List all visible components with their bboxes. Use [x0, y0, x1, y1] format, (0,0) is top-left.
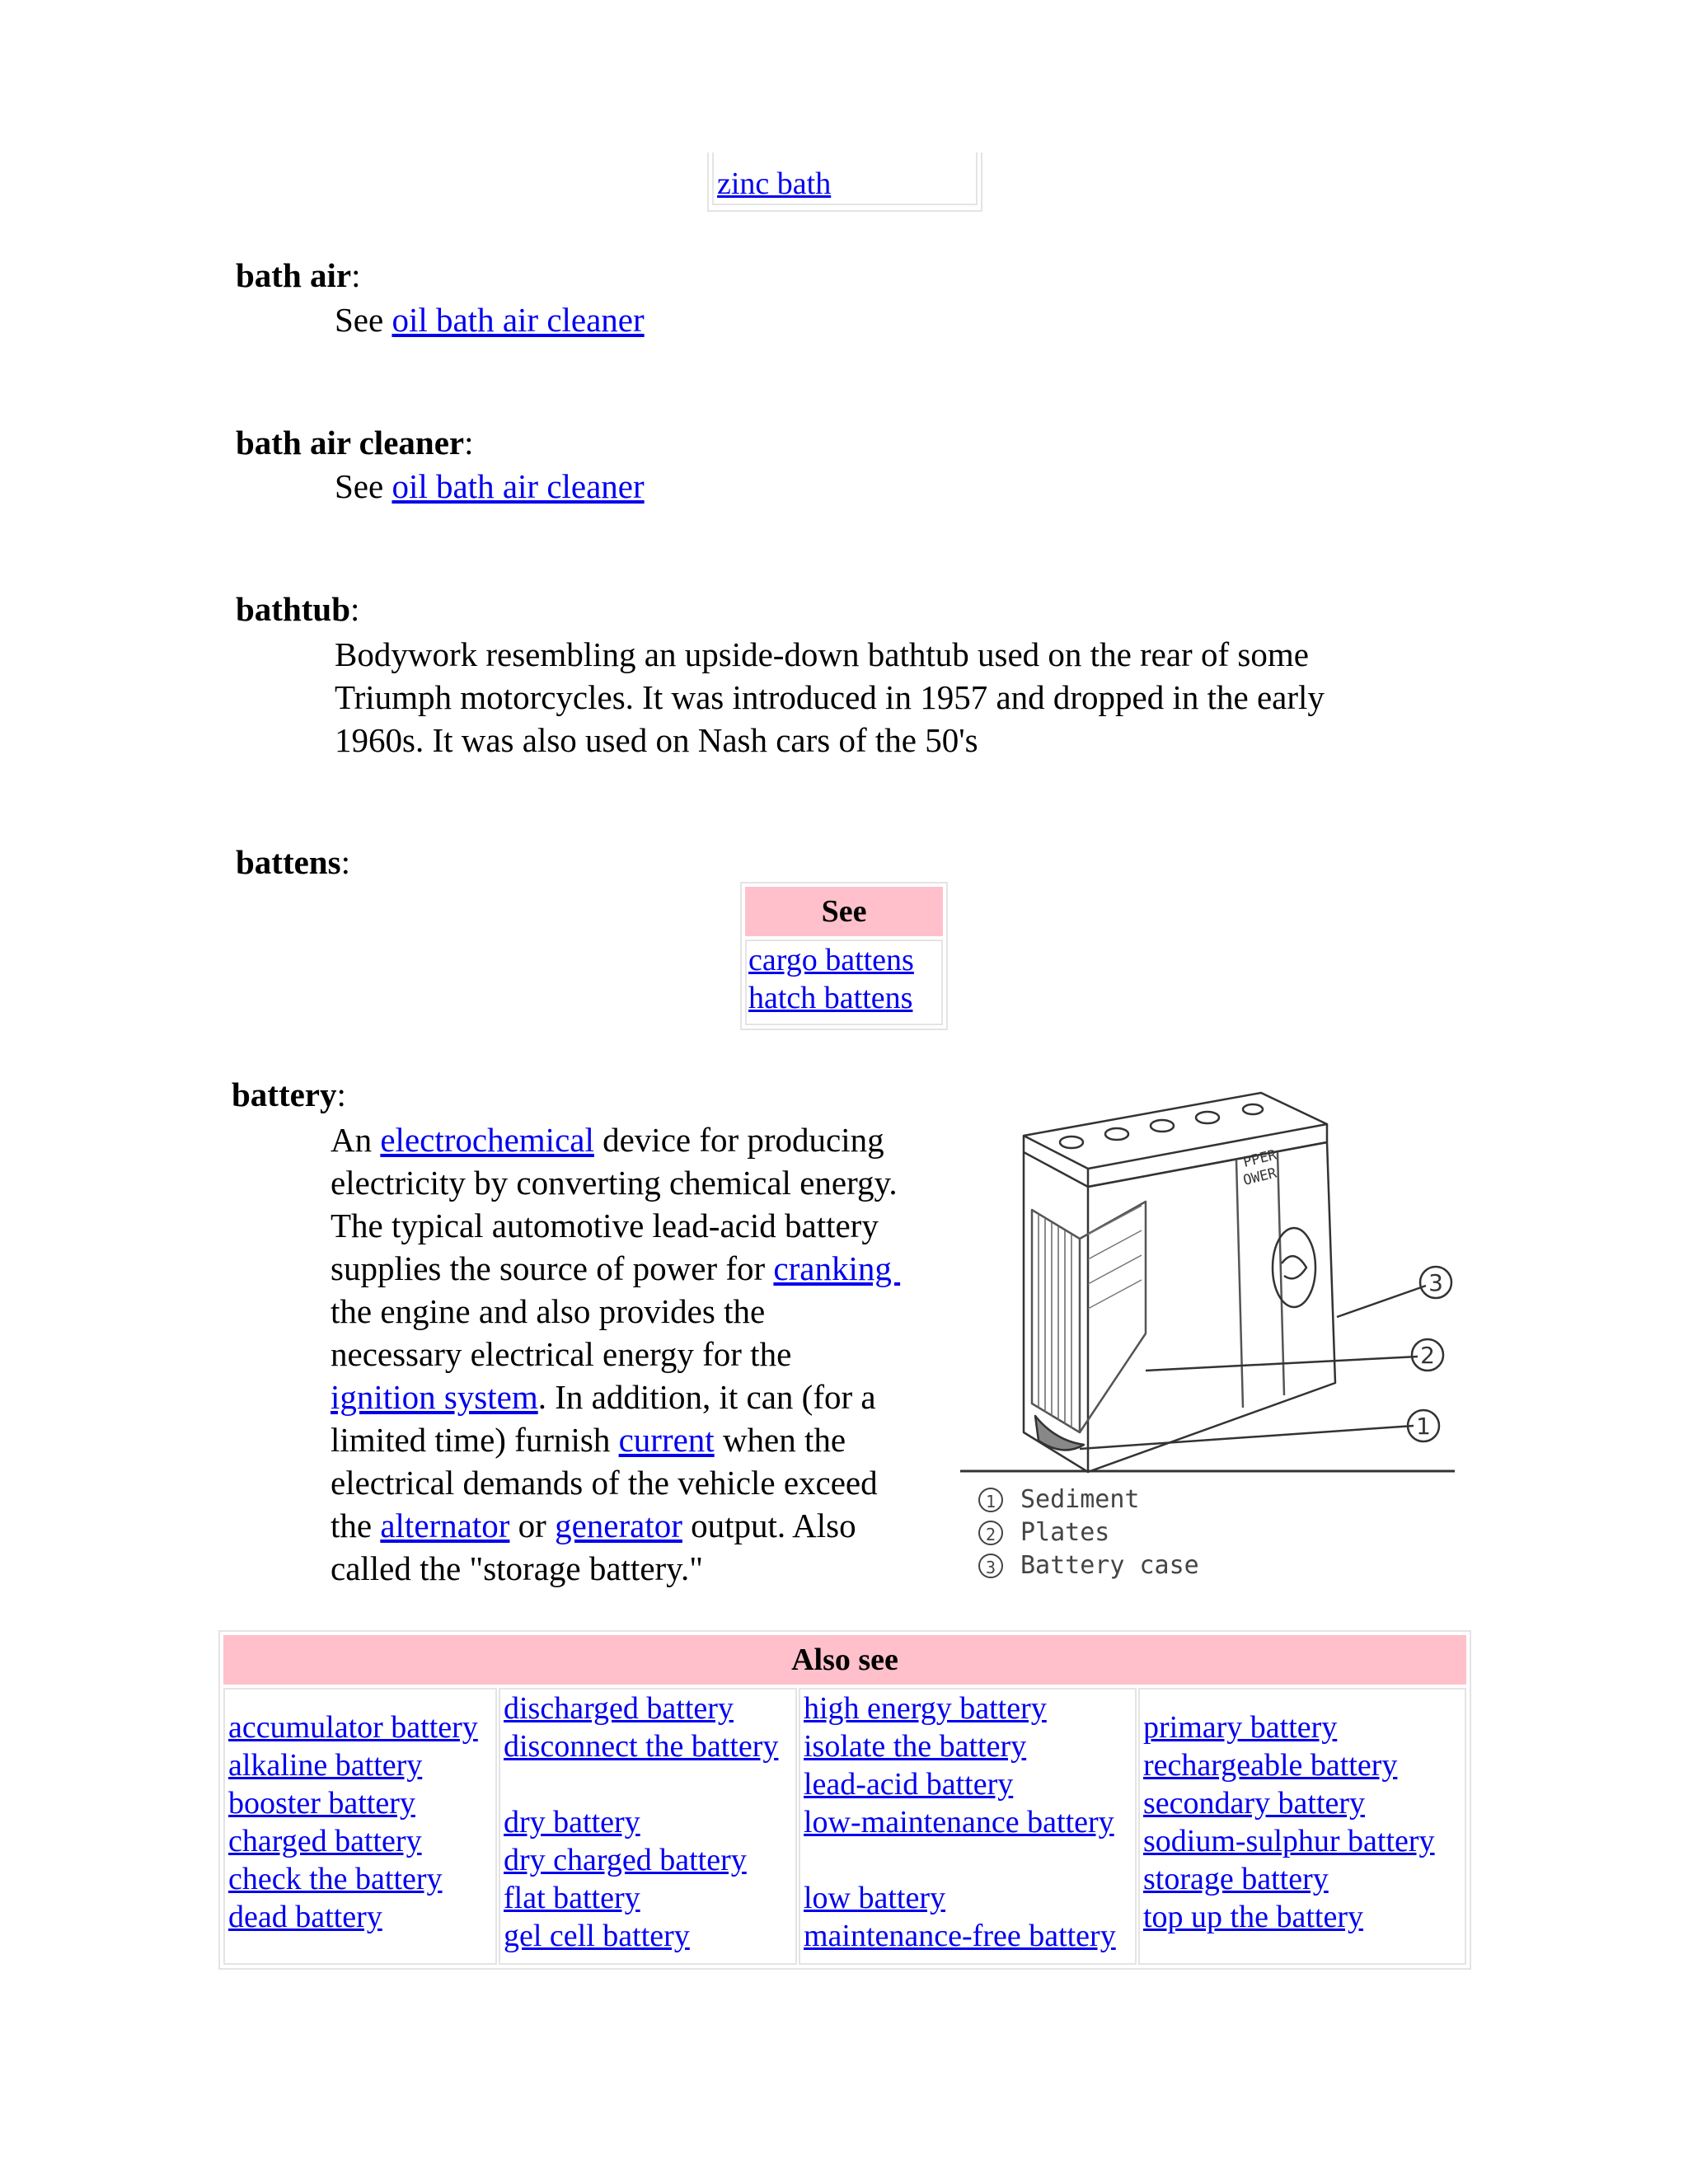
link-high-energy-battery[interactable]: high energy battery — [804, 1691, 1047, 1726]
def-battery: An electrochemical device for producing electricity by converting chemical energy. The typical automotive lead-acid battery supplies the source of power for cranking the engine and also provides the necessary electrical energy for the ignition system. In addition, it can (for a limited time) furnish current when the electrical demands of the vehicle exceed the alternator or generator output. Also called the "storage battery." — [331, 1118, 900, 1590]
def-line: electrical demands of the vehicle exceed — [331, 1464, 878, 1502]
term-label: battery — [232, 1076, 337, 1113]
link-low-maintenance-battery[interactable]: low-maintenance battery — [804, 1805, 1114, 1840]
link-current[interactable]: current — [618, 1421, 715, 1459]
def-line: Bodywork resembling an upside-down bathtub used on the rear of some — [335, 635, 1309, 673]
term-bathtub: bathtub: — [236, 590, 360, 628]
also-see-column-2 — [499, 1688, 797, 1965]
vent-cap — [1243, 1104, 1263, 1114]
battery-front-face — [1024, 1152, 1088, 1472]
link-low-battery[interactable]: low battery — [804, 1881, 946, 1915]
battens-see-table — [740, 882, 948, 1030]
link-disconnect-the-battery[interactable]: disconnect the battery — [504, 1729, 779, 1764]
see-table-header: See — [745, 887, 943, 936]
term-bath-air-cleaner: bath air cleaner: — [236, 424, 474, 462]
legend-num-3: 3 — [985, 1558, 996, 1577]
figure-plate-label-2: OWER — [1241, 1165, 1278, 1189]
battery-cutaway-figure — [956, 1070, 1459, 1589]
term-bath-air: bath air: — [236, 256, 361, 294]
term-label: bathtub — [236, 590, 351, 628]
see-text: See — [335, 467, 384, 505]
link-flat-battery[interactable]: flat battery — [504, 1881, 640, 1915]
legend-plates: Plates — [1020, 1518, 1110, 1547]
link-dead-battery[interactable]: dead battery — [228, 1900, 382, 1934]
def-line: the engine and also provides the — [331, 1292, 766, 1330]
legend-num-2: 2 — [985, 1525, 996, 1544]
link-charged-battery[interactable]: charged battery — [228, 1824, 422, 1858]
def-bath-air-cleaner — [335, 465, 645, 508]
link-lead-acid-battery[interactable]: lead-acid battery — [804, 1767, 1014, 1802]
link-oil-bath-air-cleaner[interactable]: oil bath air cleaner — [392, 467, 645, 505]
term-label: bath air — [236, 256, 352, 294]
vent-cap — [1060, 1137, 1083, 1148]
also-see-column-4 — [1138, 1688, 1466, 1965]
link-top-up-the-battery[interactable]: top up the battery — [1143, 1900, 1363, 1934]
link-gel-cell-battery[interactable]: gel cell battery — [504, 1919, 690, 1953]
def-line: 1960s. It was also used on Nash cars of the 50's — [335, 721, 978, 759]
link-discharged-battery[interactable]: discharged battery — [504, 1691, 734, 1726]
link-alkaline-battery[interactable]: alkaline battery — [228, 1748, 423, 1783]
callout-num-3: 3 — [1428, 1269, 1443, 1296]
top-link-table — [707, 152, 982, 212]
link-isolate-the-battery[interactable]: isolate the battery — [804, 1729, 1027, 1764]
callout-leader-1 — [1080, 1426, 1414, 1449]
vent-cap — [1196, 1112, 1219, 1123]
link-storage-battery[interactable]: storage battery — [1143, 1862, 1329, 1896]
legend-battery-case: Battery case — [1020, 1551, 1199, 1580]
also-see-column-1 — [223, 1688, 497, 1965]
link-accumulator-battery[interactable]: accumulator battery — [228, 1710, 478, 1745]
link-secondary-battery[interactable]: secondary battery — [1143, 1786, 1366, 1821]
term-battens: battens: — [236, 843, 350, 881]
link-alternator[interactable]: alternator — [380, 1507, 510, 1544]
link-cranking[interactable]: cranking — [773, 1249, 901, 1287]
link-electrochemical[interactable]: electrochemical — [380, 1121, 594, 1159]
callout-num-1: 1 — [1416, 1413, 1431, 1440]
link-ignition-system[interactable]: ignition system — [331, 1378, 538, 1416]
link-generator[interactable]: generator — [555, 1507, 682, 1544]
callout-leader-3 — [1337, 1286, 1426, 1317]
also-see-header: Also see — [223, 1635, 1466, 1685]
link-cargo-battens[interactable]: cargo battens — [748, 943, 914, 977]
link-zinc-bath[interactable]: zinc bath — [717, 166, 832, 201]
def-line: called the "storage battery." — [331, 1549, 704, 1587]
def-line: The typical automotive lead-acid battery — [331, 1207, 879, 1244]
link-sodium-sulphur-battery[interactable]: sodium-sulphur battery — [1143, 1824, 1435, 1858]
vent-cap — [1151, 1120, 1174, 1132]
def-line: necessary electrical energy for the — [331, 1335, 792, 1373]
link-primary-battery[interactable]: primary battery — [1143, 1710, 1338, 1745]
legend-sediment: Sediment — [1020, 1485, 1140, 1514]
link-maintenance-free-battery[interactable]: maintenance-free battery — [804, 1919, 1116, 1953]
see-table-body — [745, 940, 943, 1025]
link-oil-bath-air-cleaner[interactable]: oil bath air cleaner — [392, 301, 645, 339]
legend-num-1: 1 — [985, 1492, 996, 1511]
link-booster-battery[interactable]: booster battery — [228, 1786, 415, 1821]
battery-lid — [1024, 1093, 1327, 1169]
term-label: bath air cleaner — [236, 424, 465, 462]
link-dry-battery[interactable]: dry battery — [504, 1805, 640, 1840]
also-see-table — [218, 1630, 1471, 1970]
see-text: See — [335, 301, 384, 339]
term-battery: battery: — [232, 1076, 346, 1113]
figure-plate-label-1: PPER — [1241, 1146, 1278, 1171]
vent-cap — [1105, 1128, 1128, 1140]
link-hatch-battens[interactable]: hatch battens — [748, 981, 913, 1015]
link-dry-charged-battery[interactable]: dry charged battery — [504, 1843, 747, 1877]
also-see-column-3 — [799, 1688, 1137, 1965]
def-bathtub — [335, 633, 1325, 762]
def-bath-air — [335, 298, 645, 341]
brand-emblem — [1273, 1228, 1315, 1307]
callout-leader-2 — [1146, 1357, 1418, 1371]
top-link-cell — [712, 152, 978, 205]
link-rechargeable-battery[interactable]: rechargeable battery — [1143, 1748, 1398, 1783]
link-check-the-battery[interactable]: check the battery — [228, 1862, 443, 1896]
callout-num-2: 2 — [1420, 1342, 1435, 1369]
term-label: battens — [236, 843, 341, 881]
def-line: Triumph motorcycles. It was introduced in 1957 and dropped in the early — [335, 678, 1325, 716]
def-line: electricity by converting chemical energy. — [331, 1164, 898, 1202]
